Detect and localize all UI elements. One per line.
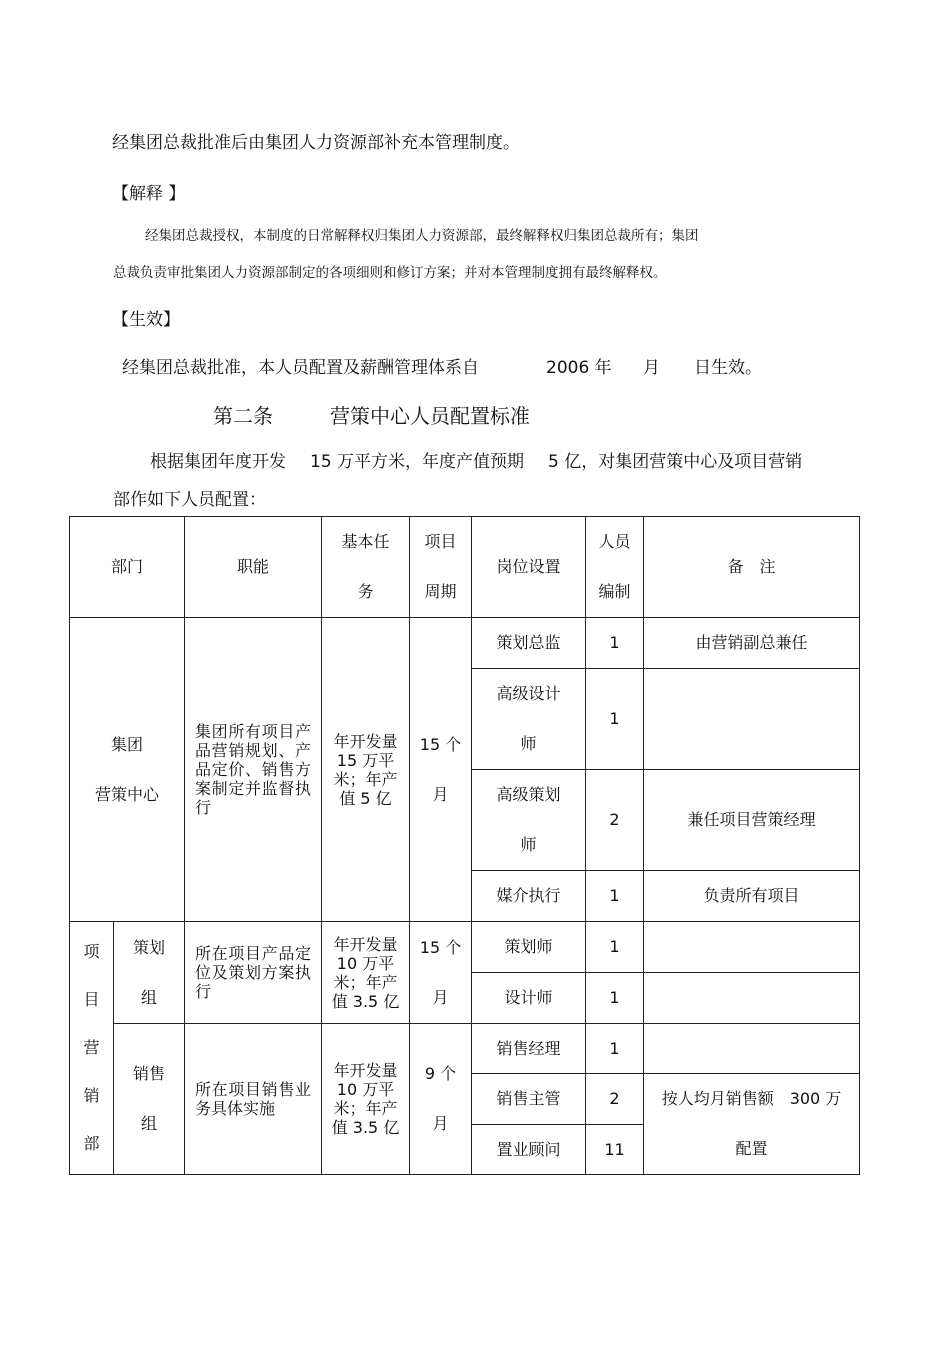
header-note: 备 注 (644, 517, 860, 618)
note-cell (644, 922, 860, 973)
planning-period: 15 个 月 (410, 922, 472, 1024)
planning-group: 策划 组 (114, 922, 185, 1024)
sales-function: 所在项目销售业务具体实施 (185, 1024, 322, 1175)
effective-year: 2006 年 (546, 358, 612, 378)
sales-task: 年开发量 10 万平米；年产值 3.5 亿 (322, 1024, 410, 1175)
post-cell: 置业顾问 (472, 1125, 586, 1175)
effective-prefix: 经集团总裁批准，本人员配置及薪酬管理体系自 (122, 358, 479, 378)
heading-explanation: 【解释 】 (112, 184, 186, 204)
planning-task: 年开发量 10 万平米；年产值 3.5 亿 (322, 922, 410, 1024)
header-dept: 部门 (70, 517, 185, 618)
staff-cell: 1 (586, 1024, 644, 1074)
staff-cell: 1 (586, 669, 644, 770)
note-cell (644, 1024, 860, 1074)
note-cell (644, 669, 860, 770)
table-header-row (70, 517, 860, 618)
header-period: 项目 周期 (410, 517, 472, 618)
intro-line-2: 部作如下人员配置： (113, 490, 266, 510)
intro-part-a: 根据集团年度开发 (150, 452, 286, 472)
sales-group: 销售 组 (114, 1024, 185, 1175)
staffing-table (69, 516, 859, 1170)
explanation-line-2: 总裁负责审批集团人力资源部制定的各项细则和修订方案；并对本管理制度拥有最终解释权。 (113, 265, 667, 281)
table-row (70, 1024, 860, 1074)
center-function: 集团所有项目产品营销规划、产品定价、销售方案制定并监督执行 (185, 618, 322, 922)
post-cell: 策划师 (472, 922, 586, 973)
note-cell: 兼任项目营策经理 (644, 770, 860, 871)
staff-cell: 1 (586, 618, 644, 669)
note-cell (644, 973, 860, 1024)
article-number: 第二条 (213, 404, 273, 428)
staff-cell: 2 (586, 1074, 644, 1125)
post-cell: 销售主管 (472, 1074, 586, 1125)
sales-shared-note: 按人均月销售额 300 万 配置 (644, 1074, 860, 1175)
staff-cell: 2 (586, 770, 644, 871)
note-cell: 负责所有项目 (644, 871, 860, 922)
planning-function: 所在项目产品定位及策划方案执行 (185, 922, 322, 1024)
center-task: 年开发量 15 万平米；年产值 5 亿 (322, 618, 410, 922)
header-post: 岗位设置 (472, 517, 586, 618)
table-row (70, 618, 860, 669)
note-cell: 由营销副总兼任 (644, 618, 860, 669)
staff-cell: 1 (586, 973, 644, 1024)
intro-part-b: 15 万平方米，年度产值预期 (310, 452, 525, 472)
post-cell: 策划总监 (472, 618, 586, 669)
post-cell: 设计师 (472, 973, 586, 1024)
explanation-line-1: 经集团总裁授权，本制度的日常解释权归集团人力资源部，最终解释权归集团总裁所有；集团 (145, 228, 699, 244)
post-cell: 媒介执行 (472, 871, 586, 922)
post-cell: 高级设计 师 (472, 669, 586, 770)
project-dept: 项 目 营 销 部 (70, 922, 114, 1175)
header-function: 职能 (185, 517, 322, 618)
center-period: 15 个 月 (410, 618, 472, 922)
effective-month: 月 (643, 358, 660, 378)
table-row (70, 922, 860, 973)
post-cell: 高级策划 师 (472, 770, 586, 871)
paragraph-approval: 经集团总裁批准后由集团人力资源部补充本管理制度。 (112, 133, 520, 153)
heading-effective: 【生效】 (112, 310, 180, 330)
staff-cell: 11 (586, 1125, 644, 1175)
effective-day: 日生效。 (694, 358, 762, 378)
sales-period: 9 个 月 (410, 1024, 472, 1175)
post-cell: 销售经理 (472, 1024, 586, 1074)
article-title: 营策中心人员配置标准 (330, 404, 530, 428)
header-staff: 人员 编制 (586, 517, 644, 618)
center-dept: 集团 营策中心 (70, 618, 185, 922)
intro-part-c: 5 亿，对集团营策中心及项目营销 (548, 452, 803, 472)
staff-cell: 1 (586, 922, 644, 973)
staff-cell: 1 (586, 871, 644, 922)
header-task: 基本任 务 (322, 517, 410, 618)
